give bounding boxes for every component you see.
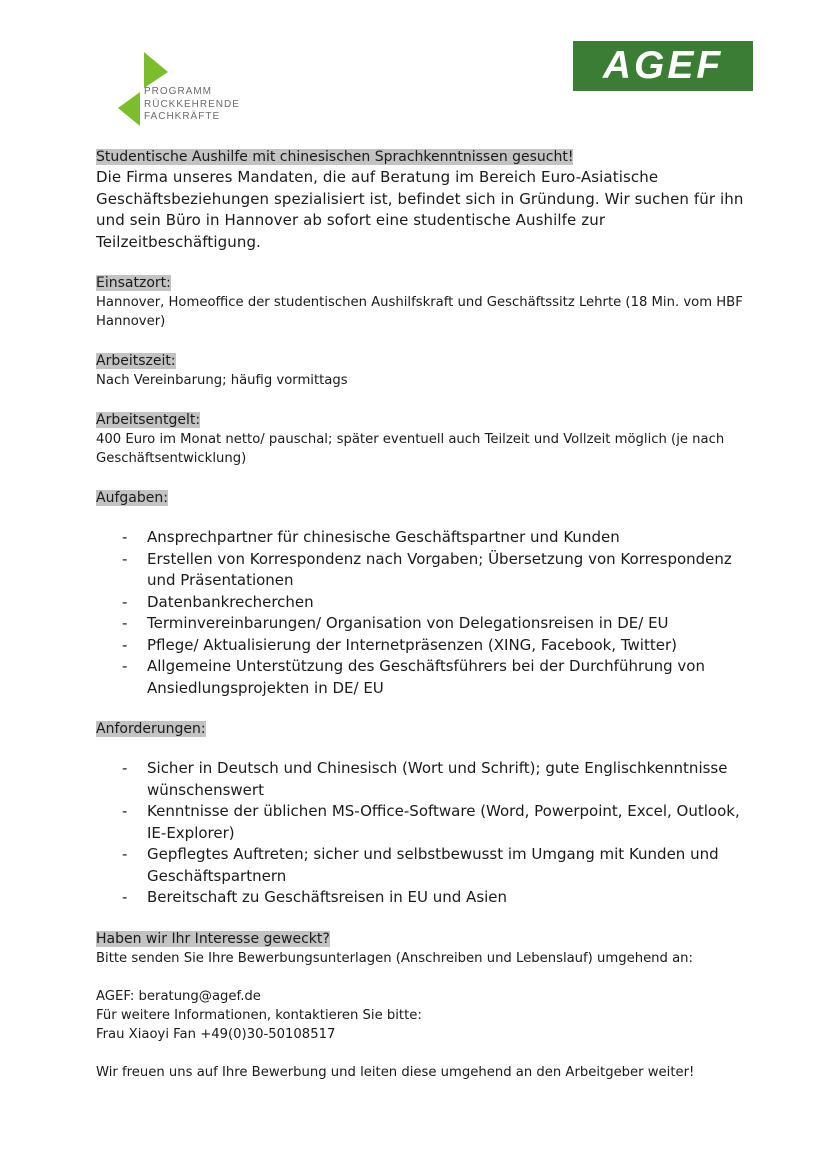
list-item: - Bereitschaft zu Geschäftsreisen in EU und Asien bbox=[122, 888, 508, 906]
aufgaben-heading: Aufgaben: bbox=[96, 490, 168, 506]
einsatzort-heading: Einsatzort: bbox=[96, 275, 171, 291]
program-line-1: PROGRAMM bbox=[144, 86, 212, 97]
anforderungen-heading: Anforderungen: bbox=[96, 721, 206, 737]
program-logo bbox=[116, 52, 256, 130]
intro-paragraph: Die Firma unseres Mandaten, die auf Beratung im Bereich Euro-Asiatische Geschäftsbeziehungen spezialisiert ist, befindet sich in Gründung. Wir suchen für ihn und sein Büro in Hannover ab sofort eine studentische Aushilfe zur Teilzeitbeschäftigung. bbox=[96, 168, 744, 251]
job-title: Studentische Aushilfe mit chinesischen Sprachkenntnissen gesucht! bbox=[96, 149, 574, 165]
einsatzort-text: Hannover, Homeoffice der studentischen Aushilfskraft und Geschäftssitz Lehrte (18 Min. vom HBF Hannover) bbox=[96, 295, 743, 329]
program-logo-text bbox=[144, 86, 240, 124]
contact-email: AGEF: beratung@agef.de bbox=[96, 988, 261, 1004]
list-item: - Terminvereinbarungen/ Organisation von Delegationsreisen in DE/ EU bbox=[122, 614, 669, 632]
program-line-3: FACHKRÄFTE bbox=[144, 111, 221, 122]
agef-logo: AGEF bbox=[573, 41, 753, 91]
list-item: - Datenbankrecherchen bbox=[122, 592, 314, 611]
closing-text: Wir freuen uns auf Ihre Bewerbung und leiten diese umgehend an den Arbeitgeber weiter! bbox=[96, 1064, 695, 1080]
contact-person: Frau Xiaoyi Fan +49(0)30-50108517 bbox=[96, 1026, 336, 1042]
arbeitsentgelt-text: 400 Euro im Monat netto/ pauschal; später eventuell auch Teilzeit und Vollzeit möglich (je nach Geschäftsentwicklung) bbox=[96, 432, 725, 466]
anforderungen-list bbox=[96, 758, 746, 909]
list-item: - Sicher in Deutsch und Chinesisch (Wort und Schrift); gute Englischkenntnisse wünschenswert bbox=[122, 759, 728, 799]
arbeitsentgelt-heading: Arbeitsentgelt: bbox=[96, 412, 201, 428]
arbeitszeit-text: Nach Vereinbarung; häufig vormittags bbox=[96, 373, 348, 388]
list-item: - Allgemeine Unterstützung des Geschäftsführers bei der Durchführung von Ansiedlungsprojekten in DE/ EU bbox=[122, 657, 705, 697]
list-item: - Ansprechpartner für chinesische Geschäftspartner und Kunden bbox=[122, 528, 620, 546]
list-item: - Pflege/ Aktualisierung der Internetpräsenzen (XING, Facebook, Twitter) bbox=[122, 635, 677, 654]
arbeitszeit-heading: Arbeitszeit: bbox=[96, 353, 176, 369]
list-item: - Gepflegtes Auftreten; sicher und selbstbewusst im Umgang mit Kunden und Geschäftspartnern bbox=[122, 845, 719, 885]
interesse-heading: Haben wir Ihr Interesse geweckt? bbox=[96, 930, 330, 947]
list-item: - Erstellen von Korrespondenz nach Vorgaben; Übersetzung von Korrespondenz und Präsentationen bbox=[122, 549, 732, 589]
program-line-2: RÜCKKEHRENDE bbox=[144, 98, 240, 110]
list-item: - Kenntnisse der üblichen MS-Office-Software (Word, Powerpoint, Excel, Outlook, IE-Explorer) bbox=[122, 802, 740, 842]
interesse-text: Bitte senden Sie Ihre Bewerbungsunterlagen (Anschreiben und Lebenslauf) umgehend an: bbox=[96, 950, 693, 966]
aufgaben-list bbox=[96, 527, 746, 699]
contact-info: Für weitere Informationen, kontaktieren Sie bitte: bbox=[96, 1007, 422, 1023]
document-body bbox=[96, 147, 746, 1082]
